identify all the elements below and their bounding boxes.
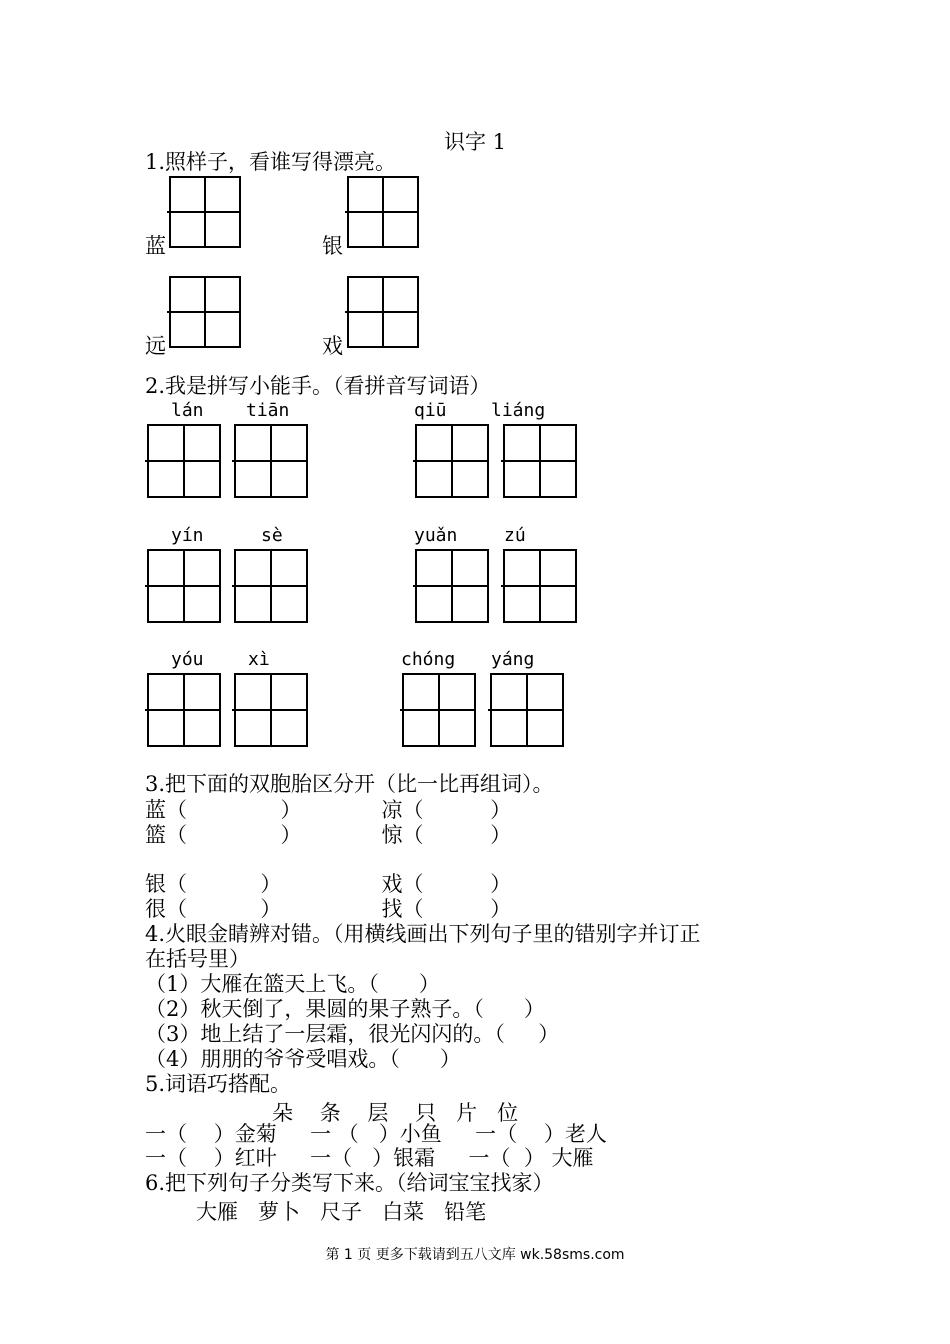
pinyin-label: tiān — [246, 400, 290, 421]
q1-char: 戏 — [322, 334, 343, 358]
pinyin-label: yín — [171, 525, 204, 546]
q2-heading: 2.我是拼写小能手。（看拼音写词语） — [145, 374, 491, 398]
q1-char: 蓝 — [145, 234, 166, 258]
pinyin-label: qiū — [414, 400, 447, 421]
q5-options: 朵 条 层 只 片 位 — [272, 1101, 519, 1125]
q5-row: 一（ ）金菊 一 （ ）小鱼 一（ ）老人 — [145, 1122, 607, 1146]
q1-char: 远 — [145, 334, 166, 358]
writing-grid[interactable] — [169, 276, 241, 348]
pinyin-label: zú — [504, 525, 526, 546]
writing-grid[interactable] — [147, 549, 221, 623]
writing-grid[interactable] — [147, 673, 221, 747]
q1-heading: 1.照样子，看谁写得漂亮。 — [145, 150, 397, 174]
pinyin-label: yóu — [171, 649, 204, 670]
pinyin-label: chóng — [401, 649, 456, 670]
q5-heading: 5.词语巧搭配。 — [145, 1072, 292, 1096]
q6-heading: 6.把下列句子分类写下来。（给词宝宝找家） — [145, 1171, 554, 1195]
q3-row: 篮（ ） 惊（ ） — [145, 823, 512, 847]
q3-row: 蓝（ ） 凉（ ） — [145, 798, 512, 822]
pinyin-label: liáng — [491, 400, 546, 421]
writing-grid[interactable] — [234, 424, 308, 498]
pinyin-label: sè — [261, 525, 283, 546]
q1-char: 银 — [322, 234, 343, 258]
q3-row: 很（ ） 找（ ） — [145, 897, 512, 921]
writing-grid[interactable] — [234, 549, 308, 623]
writing-grid[interactable] — [415, 424, 489, 498]
writing-grid[interactable] — [169, 176, 241, 248]
q4-item: （4）朋朋的爷爷受唱戏。（ ） — [145, 1047, 461, 1071]
writing-grid[interactable] — [490, 673, 564, 747]
page-title: 识字 1 — [443, 130, 507, 154]
q4-heading: 4.火眼金睛辨对错。（用横线画出下列句子里的错别字并订正 — [145, 922, 701, 946]
writing-grid[interactable] — [234, 673, 308, 747]
pinyin-label: yuǎn — [414, 525, 458, 546]
writing-grid[interactable] — [147, 424, 221, 498]
q3-heading: 3.把下面的双胞胎区分开（比一比再组词）。 — [145, 772, 554, 796]
writing-grid[interactable] — [347, 276, 419, 348]
q4-heading-cont: 在括号里） — [145, 947, 250, 971]
pinyin-label: yáng — [491, 649, 535, 670]
q6-words: 大雁 萝卜 尺子 白菜 铅笔 — [196, 1200, 487, 1224]
q5-row: 一（ ）红叶 一（ ）银霜 一（ ） 大雁 — [145, 1146, 594, 1170]
writing-grid[interactable] — [503, 424, 577, 498]
pinyin-label: xì — [248, 649, 270, 670]
writing-grid[interactable] — [402, 673, 476, 747]
q3-row: 银（ ） 戏（ ） — [145, 872, 512, 896]
writing-grid[interactable] — [415, 549, 489, 623]
q4-item: （2）秋天倒了，果圆的果子熟子。（ ） — [145, 997, 545, 1021]
pinyin-label: lán — [171, 400, 204, 421]
q4-item: （3）地上结了一层霜，很光闪闪的。（ ） — [145, 1022, 560, 1046]
writing-grid[interactable] — [503, 549, 577, 623]
page-footer: 第 1 页 更多下载请到五八文库 wk.58sms.com — [325, 1247, 625, 1263]
q4-item: （1）大雁在篮天上飞。（ ） — [145, 972, 440, 996]
writing-grid[interactable] — [347, 176, 419, 248]
